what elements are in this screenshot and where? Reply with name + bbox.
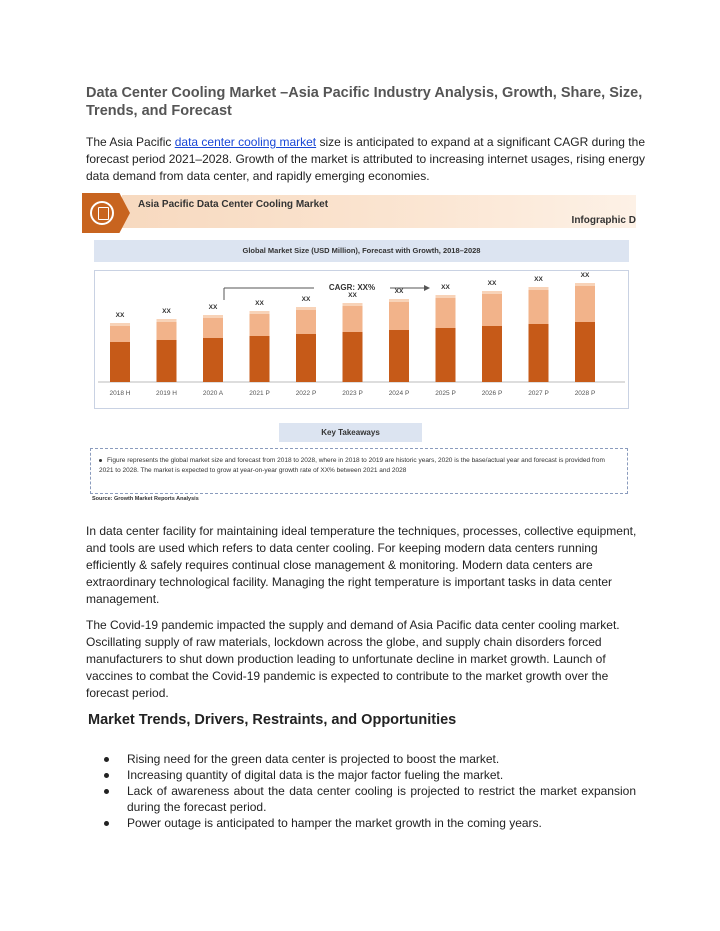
infographic-header — [82, 193, 636, 233]
data-label: XX — [162, 308, 171, 315]
bar-segment-growth — [110, 326, 130, 342]
page-title: Data Center Cooling Market –Asia Pacific Industry Analysis, Growth, Share, Size, Trends, and Forecast — [86, 85, 643, 119]
list-item — [104, 767, 636, 783]
bar-segment-growth — [482, 294, 502, 326]
bar-segment-growth — [296, 310, 316, 334]
intro-text-start: The Asia Pacific — [86, 135, 175, 149]
data-label: XX — [487, 280, 497, 287]
bar-segment-growth — [203, 318, 223, 338]
bar-segment-base — [203, 338, 223, 382]
infographic-subtitle: Infographic D — [571, 215, 636, 226]
paragraph-covid-impact: The Covid-19 pandemic impacted the supply and demand of Asia Pacific data center cooling market. Oscillating supply of raw materials, lockdown across the globe, and supply chain disorders forced manufacturers to shut down production leading to unfortunate decline in market growth. Launch of vaccines to combat the Covid-19 pandemic is expected to contribute to the market growth over the forecast period. — [86, 618, 620, 700]
x-tick-label: 2018 H — [109, 390, 131, 397]
bullet-icon — [104, 821, 109, 826]
bar-cap — [203, 315, 223, 318]
list-item — [104, 751, 636, 767]
bullet-icon — [104, 789, 109, 794]
data-label: XX — [534, 276, 543, 283]
x-tick-label: 2022 P — [295, 390, 317, 397]
list-item — [104, 783, 636, 815]
x-tick-label: 2028 P — [574, 390, 596, 397]
market-link[interactable]: data center cooling market — [174, 135, 317, 149]
key-takeaways-label: Key Takeaways — [279, 423, 422, 442]
x-tick-label: 2023 P — [342, 390, 363, 397]
data-label: XX — [348, 292, 357, 299]
bar-segment-base — [110, 342, 130, 382]
bar-cap — [250, 311, 270, 314]
x-tick-label: 2025 P — [435, 390, 456, 397]
list-item-text: Lack of awareness about the data center cooling is projected to restrict the market expansion during the forecast period. — [127, 784, 636, 814]
bar-cap — [482, 291, 502, 294]
cagr-label: CAGR: XX% — [328, 283, 376, 292]
infographic — [82, 193, 636, 505]
data-label: XX — [394, 288, 404, 295]
data-label: XX — [441, 284, 450, 291]
section-heading: Market Trends, Drivers, Restraints, and Opportunities — [88, 712, 457, 728]
x-tick-label: 2027 P — [528, 390, 549, 397]
list-item-text: Increasing quantity of digital data is the major factor fueling the market. — [127, 768, 504, 782]
infographic-title: Asia Pacific Data Center Cooling Market — [138, 199, 329, 210]
data-label: XX — [580, 272, 590, 279]
document-icon — [90, 201, 114, 225]
bar-chart — [94, 270, 629, 410]
intro-text-end: size is anticipated to expand at a significant CAGR during the forecast period 2021–2028. Growth of the market is attributed to increasing internet usages, rising energy data demand from data center, and rapidly emerging economies. — [86, 135, 645, 183]
x-tick-label: 2026 P — [481, 390, 503, 397]
data-label: XX — [255, 300, 264, 307]
paragraph-cooling-definition: In data center facility for maintaining ideal temperature the techniques, processes, collective equipment, and tools are used which refers to data center cooling. For keeping modern data centers running efficiently & safely requires continual close management & monitoring. Modern data centers are extraordinary technological facility. Managing the right temperature is important tasks in data center management. — [86, 524, 637, 606]
bullet-icon — [104, 757, 109, 762]
bar-segment-base — [482, 326, 502, 382]
data-label: XX — [115, 312, 125, 319]
bar-cap — [110, 323, 130, 326]
key-takeaways-box — [90, 448, 628, 494]
list-item — [104, 815, 636, 831]
bar-cap — [575, 283, 595, 286]
bar-segment-base — [343, 332, 363, 382]
bar-segment-base — [575, 322, 595, 382]
bar-segment-growth — [250, 314, 270, 336]
bar-segment-base — [296, 334, 316, 382]
bullet-dot — [99, 459, 102, 462]
bar-segment-growth — [436, 298, 456, 328]
market-size-label: Global Market Size (USD Million), Forecast with Growth, 2018–2028 — [94, 240, 629, 262]
bar-segment-base — [529, 324, 549, 382]
bar-cap — [436, 295, 456, 298]
bar-segment-base — [389, 330, 409, 382]
x-tick-label: 2024 P — [388, 390, 410, 397]
x-tick-label: 2021 P — [249, 390, 270, 397]
data-label: XX — [208, 304, 218, 311]
list-item-text: Rising need for the green data center is projected to boost the market. — [127, 752, 500, 766]
bar-cap — [157, 319, 177, 322]
bar-segment-growth — [529, 290, 549, 324]
bar-segment-growth — [575, 286, 595, 322]
chart-svg — [94, 270, 629, 410]
bar-cap — [296, 307, 316, 310]
bar-segment-growth — [343, 306, 363, 332]
list-item-text: Power outage is anticipated to hamper the market growth in the coming years. — [127, 816, 542, 830]
bar-segment-growth — [389, 302, 409, 330]
bullet-icon — [104, 773, 109, 778]
cagr-arrow-head — [424, 285, 430, 291]
x-tick-label: 2020 A — [202, 390, 224, 397]
bullet-list — [104, 751, 636, 831]
bar-cap — [529, 287, 549, 290]
bar-segment-growth — [157, 322, 177, 340]
bar-segment-base — [436, 328, 456, 382]
bar-cap — [389, 299, 409, 302]
intro-paragraph — [86, 134, 646, 185]
data-label: XX — [301, 296, 311, 303]
bar-cap — [343, 303, 363, 306]
bar-segment-base — [157, 340, 177, 382]
source-note: Source: Growth Market Reports Analysis — [92, 496, 199, 502]
bar-segment-base — [250, 336, 270, 382]
takeaway-text: Figure represents the global market size and forecast from 2018 to 2028, where in 2018 to 2019 are historic years, 2020 is the base/actual year and forecast is provided from 2021 to 2028. The market is expected to grow at year-on-year growth rate of XX% between 2021 and 2028 — [99, 457, 605, 474]
x-tick-label: 2019 H — [156, 390, 177, 397]
